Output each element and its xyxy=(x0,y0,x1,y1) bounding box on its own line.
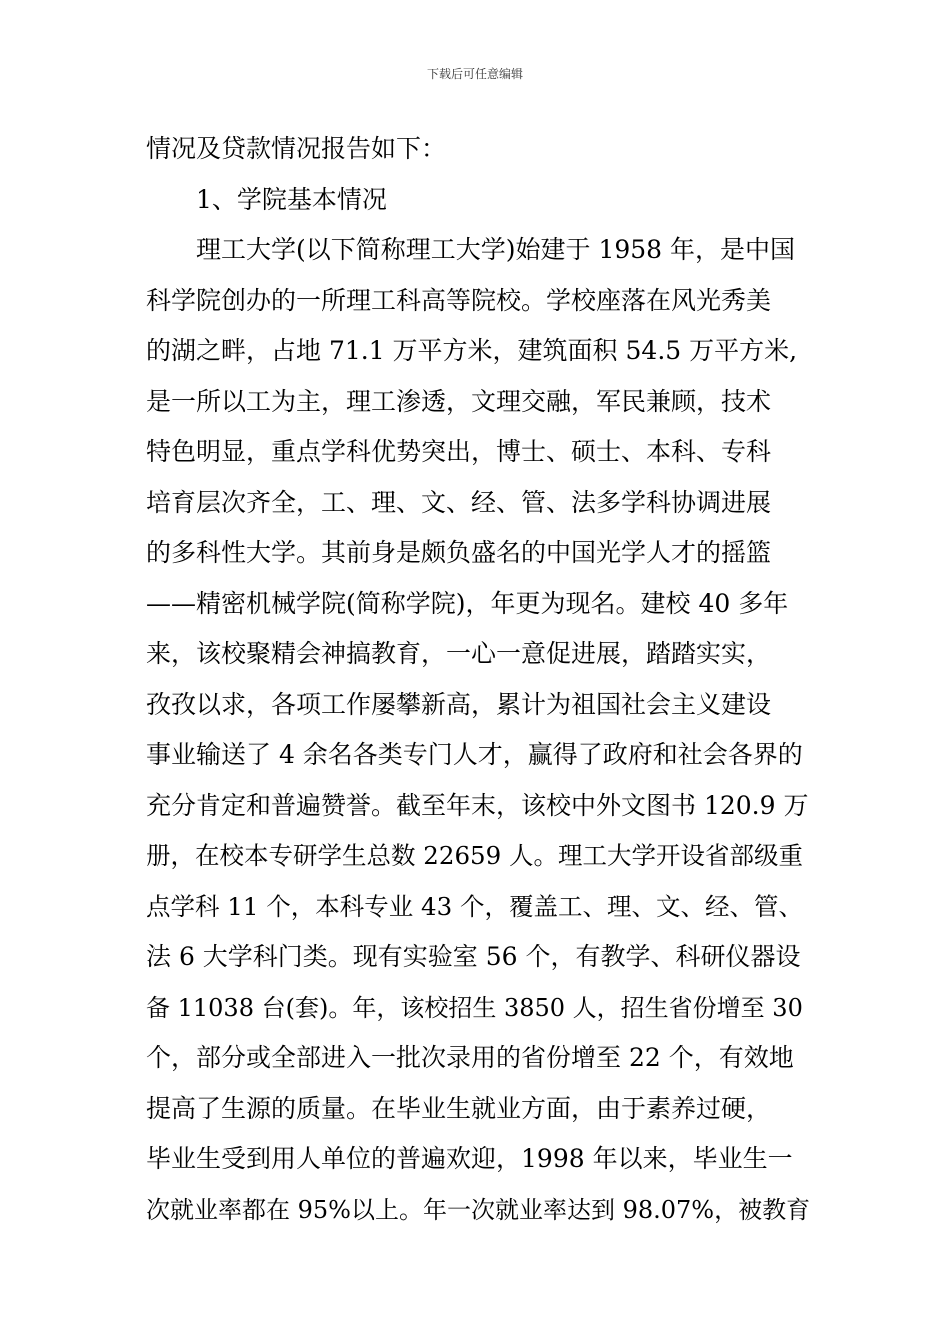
section-heading: 1、学院基本情况 xyxy=(196,184,387,214)
body-line: ——精密机械学院(简称学院)，年更为现名。建校 40 多年 xyxy=(146,588,789,618)
paragraph-first-line: 理工大学(以下简称理工大学)始建于 1958 年，是中国 xyxy=(196,235,796,264)
document-body xyxy=(146,124,810,1235)
body-line: 培育层次齐全，工、理、文、经、管、法多学科协调进展 xyxy=(146,487,772,517)
body-line: 毕业生受到用人单位的普遍欢迎，1998 年以来，毕业生一 xyxy=(146,1144,793,1173)
body-line: 的湖之畔，占地 71.1 万平方米，建筑面积 54.5 万平方米, xyxy=(146,336,798,365)
body-line: 提高了生源的质量。在毕业生就业方面，由于素养过硬， xyxy=(146,1093,772,1123)
body-line: 来，该校聚精会神搞教育，一心一意促进展，踏踏实实， xyxy=(146,639,772,668)
body-line: 个，部分或全部进入一批次录用的省份增至 22 个，有效地 xyxy=(146,1043,794,1072)
body-line: 孜孜以求，各项工作屡攀新高，累计为祖国社会主义建设 xyxy=(146,689,772,719)
page-header: 下载后可任意编辑 xyxy=(426,67,523,81)
body-line: 备 11038 台(套)。年，该校招生 3850 人，招生省份增至 30 xyxy=(146,993,803,1022)
body-line: 法 6 大学科门类。现有实验室 56 个，有教学、科研仪器设 xyxy=(146,942,801,971)
body-line: 册，在校本专研学生总数 22659 人。理工大学开设省部级重 xyxy=(146,841,804,870)
body-line: 是一所以工为主，理工渗透，文理交融，军民兼顾，技术 xyxy=(146,386,772,416)
body-line: 次就业率都在 95%以上。年一次就业率达到 98.07%，被教育 xyxy=(146,1195,810,1224)
body-line: 点学科 11 个，本科专业 43 个，覆盖工、理、文、经、管、 xyxy=(146,891,803,921)
body-line: 的多科性大学。其前身是颇负盛名的中国光学人才的摇篮 xyxy=(146,538,772,567)
body-line: 充分肯定和普遍赞誉。截至年末，该校中外文图书 120.9 万 xyxy=(146,790,809,820)
body-line: 情况及贷款情况报告如下： xyxy=(146,134,447,163)
body-line: 事业输送了 4 余名各类专门人才，赢得了政府和社会各界的 xyxy=(146,740,803,769)
body-line: 科学院创办的一所理工科高等院校。学校座落在风光秀美 xyxy=(146,285,772,315)
body-line: 特色明显，重点学科优势突出，博士、硕士、本科、专科 xyxy=(146,437,772,466)
